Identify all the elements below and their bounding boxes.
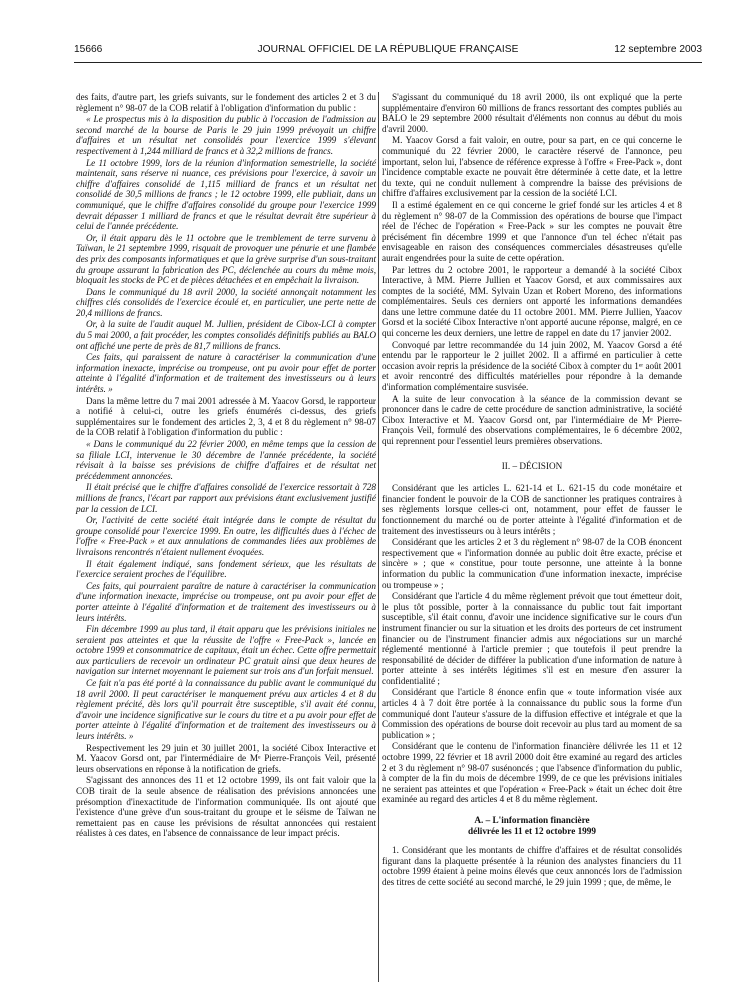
quoted-paragraph: Il était également indiqué, sans fondement sérieux, que les résultats de l'exercice seraient proches de l'équilibre. bbox=[76, 558, 376, 580]
quoted-paragraph: Ces faits, qui paraissent de nature à caractériser la communication d'une information inexacte, imprécise ou trompeuse, ont pu avoir pour effet de porter atteinte à l'égalité d'information et de traitement des investisseurs ou à leurs intérêts. » bbox=[76, 352, 376, 395]
paragraph: Considérant que les articles L. 621-14 et L. 621-15 du code monétaire et financier fondent le pouvoir de la COB de sanctionner les pratiques contraires à ses règlements lorsque celles-ci ont, notamment, pour effet de fausser le fonctionnement du marché ou de porter atteinte à l'égalité d'information et de traitement des investisseurs ou à leurs intérêts ; bbox=[382, 483, 682, 536]
right-column bbox=[382, 92, 682, 888]
page-number: 15666 bbox=[74, 44, 103, 55]
section-heading: II. – DÉCISION bbox=[501, 460, 563, 471]
journal-title: JOURNAL OFFICIEL DE LA RÉPUBLIQUE FRANÇAISE bbox=[257, 44, 519, 55]
column-divider bbox=[378, 92, 379, 982]
left-column bbox=[76, 92, 376, 840]
publication-date: 12 septembre 2003 bbox=[614, 44, 702, 55]
quoted-paragraph: Or, l'activité de cette société était intégrée dans le compte de résultat du groupe consolidé pour l'exercice 1999. En outre, les difficultés dues à l'échec de l'offre « Free-Pack » et aux annulations de commandes liées aux problèmes de livraisons rencontrés n'étaient nullement évoquées. bbox=[76, 515, 376, 557]
quoted-paragraph: Le 11 octobre 1999, lors de la réunion d'information semestrielle, la société maintenait, sans réserve ni nuance, ces prévisions pour l'exercice, à savoir un chiffre d'affaires consolidé de 1,115 milliard de francs et un résultat net consolidé de 30,5 millions de francs ; le 12 octobre 1999, elle publiait, dans un communiqué, que le chiffre d'affaires consolidé du groupe pour l'exercice 1999 devrait dépasser 1 milliard de francs et que le résultat devrait être supérieur à celui de l'année précédente. bbox=[76, 157, 376, 232]
paragraph: M. Yaacov Gorsd a fait valoir, en outre, pour sa part, en ce qui concerne le communiqué du 22 février 2000, le caractère réservé de l'annonce, peu important, selon lui, l'absence de référence expresse à l'offre « Free-Pack », dont l'incidence comptable exacte ne pouvait être déterminée à cette date, et la lettre du texte, qui ne conduit nullement à comprendre la baisse des prévisions de chiffre d'affaires exclusivement par la cession de la société LCI. bbox=[382, 135, 682, 199]
paragraph: Dans la même lettre du 7 mai 2001 adressée à M. Yaacov Gorsd, le rapporteur a notifié à celui-ci, outre les griefs énumérés ci-dessus, des griefs supplémentaires sur le fondement des articles 2, 3, 4 et 8 du règlement n° 98-07 de la COB relatif à l'obligation d'information du public : bbox=[76, 395, 376, 438]
quoted-paragraph: Fin décembre 1999 au plus tard, il était apparu que les prévisions initiales ne seraient pas atteintes et que la réussite de l'offre « Free-Pack », lancée en octobre 1999 et consommatrice de capitaux, était un échec. Cette offre permettait aux particuliers de recevoir un ordinateur PC gratuit ainsi que deux heures de navigation sur internet moyennant le paiement sur trois ans d'un forfait mensuel. bbox=[76, 624, 376, 677]
paragraph: Par lettres du 2 octobre 2001, le rapporteur a demandé à la société Cibox Interactive, à MM. Pierre Jullien et Yaacov Gorsd, et aux commissaires aux comptes de la société, MM. Sylvain Uzan et Robert Moreno, des informations complémentaires. Seuls ces derniers ont apporté les informations demandées dans une lettre commune datée du 11 octobre 2001. MM. Pierre Jullien, Yaacov Gorsd et la société Cibox Interactive n'ont apporté aucune réponse, malgré, en ce qui concerne les deux derniers, une lettre de rappel en date du 17 janvier 2002. bbox=[382, 264, 682, 339]
paragraph: S'agissant des annonces des 11 et 12 octobre 1999, ils ont fait valoir que la COB tirait de la seule absence de réalisation des prévisions annoncées une présomption d'inexactitude de l'information communiquée. Ils ont ajouté que l'existence d'une grève d'un sous-traitant du groupe et le séisme de Taïwan ne remettaient pas en cause les prévisions de résultat annoncées qui restaient réalistes à ces dates, en l'absence de connaissance de leur impact précis. bbox=[76, 775, 376, 839]
paragraph: 1. Considérant que les montants de chiffre d'affaires et de résultat consolidés figurant dans la plaquette présentée à la réunion des analystes financiers du 11 octobre 1999 étaient à peine moins élevés que ceux annoncés lors de l'admission des titres de cette société au second marché, le 29 juin 1999 ; que, de même, le bbox=[382, 845, 682, 887]
page-header bbox=[74, 44, 702, 60]
paragraph: Convoqué par lettre recommandée du 14 juin 2002, M. Yaacov Gorsd a été entendu par le rapporteur le 2 juillet 2002. Il a affirmé en particulier à cette occasion avoir repris la présidence de la société Cibox à compter du 1ᵉʳ août 2001 et avoir rencontré des difficultés matérielles pour répondre à la demande d'information complémentaire susvisée. bbox=[382, 339, 682, 393]
paragraph: Respectivement les 29 juin et 30 juillet 2001, la société Cibox Interactive et M. Yaacov Gorsd ont, par l'intermédiaire de Mᵉ Pierre-François Veil, présenté leurs observations en réponse à la notification de griefs. bbox=[76, 742, 376, 774]
header-rule bbox=[74, 62, 702, 63]
paragraph: Il a estimé également en ce qui concerne le grief fondé sur les articles 4 et 8 du règlement n° 98-07 de la Commission des opérations de bourse que l'impact réel de l'échec de l'opération « Free-Pack » sur les comptes ne pouvait être précisément fin décembre 1999 et que l'annonce d'un tel échec n'était pas envisageable en raison des conséquences commerciales désastreuses qu'elle aurait engendrées pour la suite de cette opération. bbox=[382, 199, 682, 263]
quoted-paragraph: Il était précisé que le chiffre d'affaires consolidé de l'exercice ressortait à 728 millions de francs, l'écart par rapport aux prévisions étant exclusivement justifié par la cession de LCI. bbox=[76, 482, 376, 514]
quoted-paragraph: Or, à la suite de l'audit auquel M. Jullien, président de Cibox-LCI à compter du 5 mai 2000, a fait procéder, les comptes consolidés définitifs publiés au BALO ont affiché une perte de près de 81,7 millions de francs. bbox=[76, 319, 376, 351]
quoted-paragraph: Dans le communiqué du 18 avril 2000, la société annonçait notamment les chiffres clés consolidés de l'exercice écoulé et, en particulier, une perte nette de 20,4 millions de francs. bbox=[76, 286, 376, 318]
quoted-paragraph: « Le prospectus mis à la disposition du public à l'occasion de l'admission au second marché de la bourse de Paris le 29 juin 1999 prévoyait un chiffre d'affaires et un résultat net consolidés pour l'exercice 1999 s'élevant respectivement à 1,244 milliard de francs et à 32,2 millions de francs. bbox=[76, 114, 376, 156]
subsection-heading: A. – L'information financière délivrée les 11 et 12 octobre 1999 bbox=[468, 815, 596, 836]
quoted-paragraph: Or, il était apparu dès le 11 octobre que le tremblement de terre survenu à Taïwan, le 21 septembre 1999, risquait de provoquer une pénurie et une flambée des prix des composants informatiques et que la grève surprise d'un sous-traitant du groupe assurant la fabrication des PC, déclenchée au cours du même mois, bloquait les stocks de PC et de pièces détachées et en empêchait la livraison. bbox=[76, 232, 376, 286]
paragraph: des faits, d'autre part, les griefs suivants, sur le fondement des articles 2 et 3 du règlement n° 98-07 de la COB relatif à l'obligation d'information du public : bbox=[76, 92, 376, 113]
paragraph: S'agissant du communiqué du 18 avril 2000, ils ont expliqué que la perte supplémentaire d'environ 60 millions de francs ressortant des comptes publiés au BALO le 29 septembre 2000 résultait d'éléments non connus au début du mois d'avril 2000. bbox=[382, 92, 682, 134]
paragraph: Considérant que l'article 4 du même règlement prévoit que tout émetteur doit, le plus tôt possible, porter à la connaissance du public tout fait important susceptible, s'il était connu, d'avoir une incidence significative sur le cours d'un instrument financier ou sur la situation et les droits des porteurs de cet instrument financier ou de l'instrument financier admis aux négociations sur un marché réglementé mentionné à l'article premier ; que toutefois il peut prendre la responsabilité de décider de différer la publication d'une information de nature à porter atteinte à ses intérêts légitimes s'il est en mesure d'en assurer la confidentialité ; bbox=[382, 591, 682, 686]
paragraph: Considérant que les articles 2 et 3 du règlement n° 98-07 de la COB énoncent respectivement que « l'information donnée au public doit être exacte, précise et sincère » ; que « constitue, pour toute personne, une atteinte à la bonne information du public la communication d'une information inexacte, imprécise ou trompeuse » ; bbox=[382, 537, 682, 590]
quoted-paragraph: Ces faits, qui pourraient paraître de nature à caractériser la communication d'une information inexacte, imprécise ou trompeuse, ont pu avoir pour effet de porter atteinte à l'égalité d'information et de traitement des investisseurs ou à leurs intérêts. bbox=[76, 580, 376, 623]
paragraph: Considérant que l'article 8 énonce enfin que « toute information visée aux articles 4 à 7 doit être portée à la connaissance du public sous la forme d'un communiqué dont l'auteur s'assure de la diffusion effective et intégrale et que la Commission des opérations de bourse doit recevoir au plus tard au moment de sa publication » ; bbox=[382, 687, 682, 740]
quoted-paragraph: « Dans le communiqué du 22 février 2000, en même temps que la cession de sa filiale LCI, intervenue le 30 décembre de l'année précédente, la société révisait à la baisse ses prévisions de chiffre d'affaires et de résultat net précédemment annoncées. bbox=[76, 439, 376, 481]
paragraph: Considérant que le contenu de l'information financière délivrée les 11 et 12 octobre 1999, 22 février et 18 avril 2000 doit être examiné au regard des articles 2 et 3 du règlement n° 98-07 susénoncés ; que l'absence d'information du public, à compter de la fin du mois de décembre 1999, de ce que les prévisions initiales ne seraient pas atteintes et que l'opération « Free-Pack » était un échec doit être examinée au regard des articles 4 et 8 du même règlement. bbox=[382, 741, 682, 805]
quoted-paragraph: Ce fait n'a pas été porté à la connaissance du public avant le communiqué du 18 avril 2000. Il peut caractériser le manquement prévu aux articles 4 et 8 du règlement précité, dès lors qu'il pourrait être susceptible, s'il avait été connu, d'avoir une incidence significative sur le cours du titre et a pu avoir pour effet de porter atteinte à l'égalité d'information et de traitement des investisseurs ou à leurs intérêts. » bbox=[76, 678, 376, 742]
paragraph: A la suite de leur convocation à la séance de la commission devant se prononcer dans le cadre de cette procédure de sanction administrative, la société Cibox Interactive et M. Yaacov Gorsd ont, par l'intermédiaire de Mᵉ Pierre-François Veil, formulé des observations complémentaires, le 6 décembre 2002, qui reprennent pour l'essentiel leurs premières observations. bbox=[382, 393, 682, 446]
